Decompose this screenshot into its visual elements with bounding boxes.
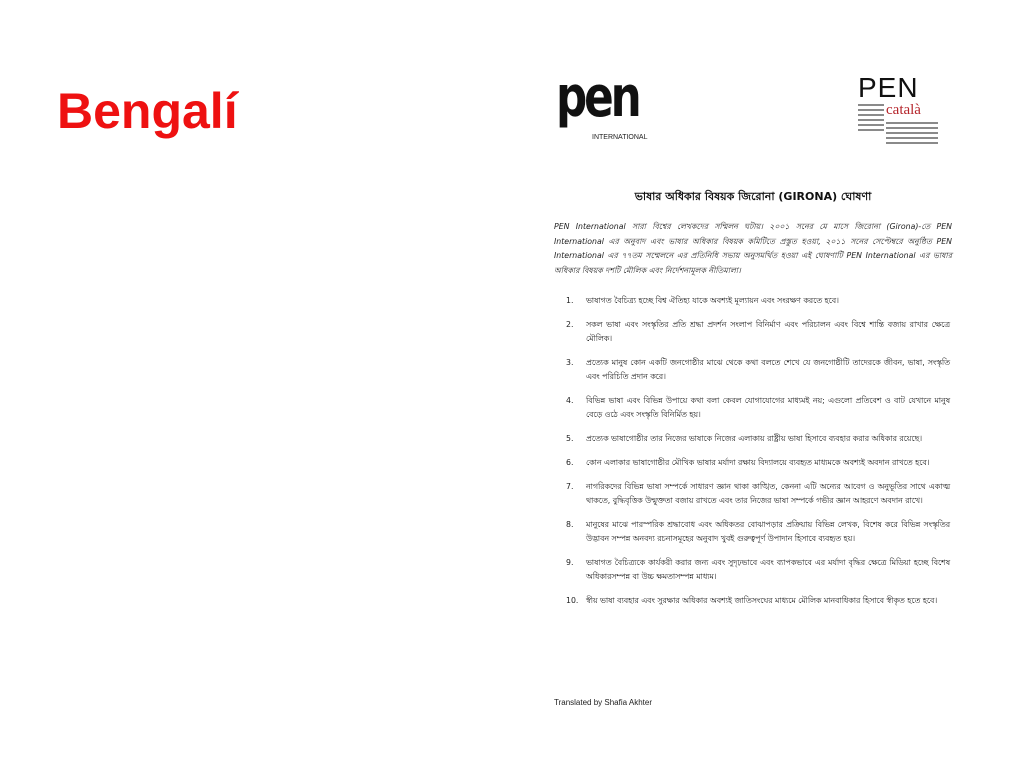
article-item: [566, 456, 950, 470]
pen-international-wordmark: pen: [556, 65, 639, 130]
article-item: [566, 594, 950, 608]
pen-catala-logo: [858, 74, 944, 144]
article-text: প্রত্যেক মানুষ কোন একটি জনগোষ্ঠীর মাঝে থেকে কথা বলতে শেখে যে জনগোষ্ঠীটি তাদেরকে জীবন, ভাষা, সংস্কৃতি এবং পরিচিতি প্রদান করে।: [586, 358, 950, 381]
document-image: [548, 62, 958, 717]
pen-catala-fine-print: [886, 122, 938, 147]
article-text: নাগরিকদের বিভিন্ন ভাষা সম্পর্কে সাধারণ জ্ঞান থাকা কাঙ্খিত, কেননা এটি অন্যের আবেগ ও অনুভূতির সাথে একাত্ম থাকতে, বুদ্ধিবৃত্তিক উন্মুক্ততা বজায় রাখতে এবং তার নিজের ভাষা সম্পর্কে গভীর জ্ঞান আহরণে অবদান রাখে।: [586, 482, 950, 505]
article-number: 1.: [566, 296, 574, 305]
article-text: বিভিন্ন ভাষা এবং বিভিন্ন উপায়ে কথা বলা কেবল যোগাযোগের মাধ্যমই নয়; এগুলো প্রতিবেশ ও বাট যেখানে মানুষ বেড়ে ওঠে এবং সংস্কৃতি বিনির্মিত হয়।: [586, 396, 950, 419]
article-text: মানুষের মাঝে পারস্পরিক শ্রদ্ধাবোধ এবং অধিকতর বোঝাপড়ার প্রক্রিয়ায় বিভিন্ন লেখক, বিশেষ করে বিভিন্ন সংস্কৃতির উদ্ভাবন সম্পন্ন অনবদ্য রচনাসমূহের অনুবাদ খুবই গুরুত্বপূর্ণ উপাদান হিসাবে ব্যবহৃত হয়।: [586, 520, 950, 543]
article-number: 9.: [566, 558, 574, 567]
pen-international-subtitle: INTERNATIONAL: [592, 134, 648, 141]
article-item: [566, 318, 950, 346]
article-number: 10.: [566, 596, 579, 605]
article-item: [566, 556, 950, 584]
pen-international-logo: [556, 65, 648, 141]
pen-catala-small-print: [858, 104, 884, 134]
article-number: 6.: [566, 458, 574, 467]
article-text: প্রত্যেক ভাষাগোষ্ঠীর তার নিজের ভাষাকে নিজের এলাকায় রাষ্ট্রীয় ভাষা হিসাবে ব্যবহার করার অধিকার রয়েছে।: [586, 434, 923, 443]
pen-catala-wordmark: PEN: [858, 72, 919, 103]
article-number: 4.: [566, 396, 574, 405]
article-item: [566, 294, 950, 308]
article-item: [566, 432, 950, 446]
article-number: 5.: [566, 434, 574, 443]
article-item: [566, 518, 950, 546]
article-text: ভাষাগত বৈচিত্র্যকে কার্যকরী করার জন্য এবং সুদৃঢ়ভাবে এবং ব্যাপকভাবে এর মর্যাদা বৃদ্ধির ক্ষেত্রে মিডিয়া হচ্ছে বিশেষ অধিকারসম্পন্ন বা উচ্চ ক্ষমতাসম্পন্ন মাধ্যম।: [586, 558, 950, 581]
article-text: স্বীয় ভাষা ব্যবহার এবং সুরক্ষার অধিকার অবশ্যই জাতিসংঘের মাধ্যমে মৌলিক মানবাধিকার হিসাবে স্বীকৃত হতে হবে।: [586, 596, 938, 605]
translator-credit: Translated by Shafia Akhter: [554, 698, 652, 707]
article-number: 8.: [566, 520, 574, 529]
article-text: সকল ভাষা এবং সংস্কৃতির প্রতি শ্রদ্ধা প্রদর্শন সংলাপ বিনির্মাণ এবং পরিচালন এবং বিশ্বে শান্তি বজায় রাখার ক্ষেত্রে মৌলিক।: [586, 320, 950, 343]
declaration-title: ভাষার অধিকার বিষয়ক জিরোনা (GIRONA) ঘোষণা: [634, 190, 872, 203]
article-text: কোন এলাকার ভাষাগোষ্ঠীর মৌখিক ভাষার মর্যাদা রক্ষায় বিদ্যালয়ে ব্যবহৃত মাধ্যমকে অবশ্যই অবদান রাখতে হবে।: [586, 458, 930, 467]
article-number: 7.: [566, 482, 574, 491]
article-text: ভাষাগত বৈচিত্র্য হচ্ছে বিশ্ব ঐতিহ্য যাকে অবশ্যই মূল্যায়ন এবং সংরক্ষণ করতে হবে।: [586, 296, 839, 305]
slide-title: Bengalí: [57, 83, 238, 139]
pen-catala-subtitle: català: [886, 102, 921, 118]
article-item: [566, 480, 950, 508]
article-number: 2.: [566, 320, 574, 329]
declaration-intro: PEN International সারা বিশ্বের লেখকদের সম্মিলন ঘটায়। ২০০১ সনের মে মাসে জিরোনা (Girona)-তে PEN International এর অনুবাদ এবং ভাষার অধিকার বিষয়ক কমিটিতে প্রস্তুত হওয়া, ২০১১ সনের সেপ্টেম্বরে অনুষ্ঠিত PEN International এর ৭৭তম সম্মেলনে এর প্রতিনিধি সভায় অনুসমর্থিত হওয়া এই ঘোষণাটি PEN International এর ভাষার অধিকার বিষয়ক দশটি মৌলিক এবং নির্দেশনামূলক নীতিমালা।: [554, 222, 952, 275]
article-item: [566, 356, 950, 384]
article-item: [566, 394, 950, 422]
articles-list: [566, 294, 950, 608]
article-number: 3.: [566, 358, 574, 367]
